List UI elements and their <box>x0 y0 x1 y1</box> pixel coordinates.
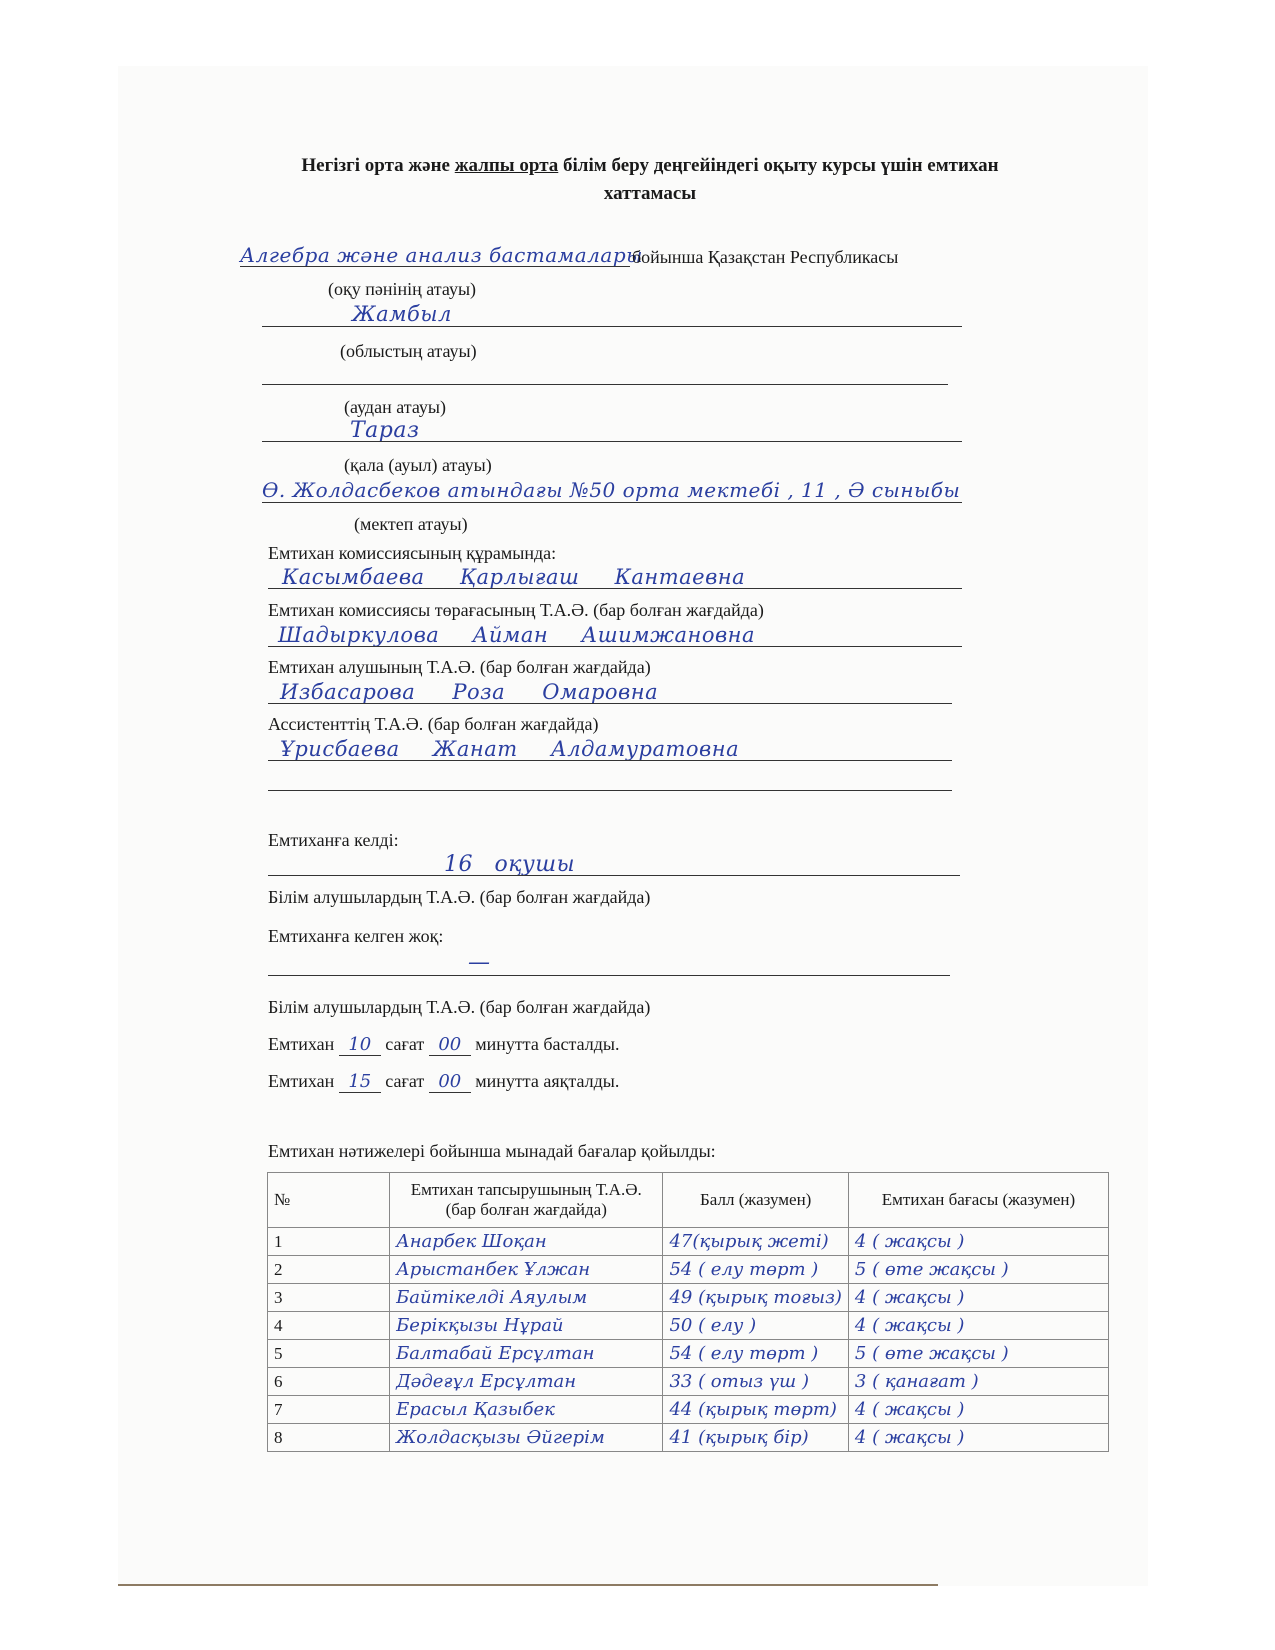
student-name: Байтікелді Аяулым <box>390 1284 663 1312</box>
table-row <box>268 1340 1109 1368</box>
student-grade: 4 ( жақсы ) <box>848 1396 1108 1424</box>
school-caption: (мектеп атауы) <box>354 514 468 534</box>
chair-underline <box>268 646 962 647</box>
table-row <box>268 1228 1109 1256</box>
student-grade: 5 ( өте жақсы ) <box>848 1340 1108 1368</box>
start-suffix: минутта басталды. <box>475 1034 620 1054</box>
student-name: Анарбек Шоқан <box>390 1228 663 1256</box>
student-score: 49 (қырық тоғыз) <box>663 1284 848 1312</box>
results-table <box>267 1172 1109 1452</box>
hour-word: сағат <box>385 1034 425 1054</box>
commission-member-handwritten: Касымбаева Қарлығаш Кантаевна <box>282 565 746 589</box>
commission-label: Емтихан комиссиясының құрамында: <box>268 543 557 563</box>
examiner-handwritten: Избасарова Роза Омаровна <box>280 680 659 704</box>
subject-caption: (оқу пәнінің атауы) <box>328 279 477 299</box>
student-score: 54 ( елу төрт ) <box>663 1340 848 1368</box>
student-name: Арыстанбек Ұлжан <box>390 1256 663 1284</box>
end-suffix: минутта аяқталды. <box>475 1071 620 1091</box>
student-name: Балтабай Ерсұлтан <box>390 1340 663 1368</box>
student-score: 50 ( елу ) <box>663 1312 848 1340</box>
commission-member-underline <box>268 588 962 589</box>
students-caption-2: Білім алушылардың Т.А.Ә. (бар болған жағдайда) <box>268 997 651 1017</box>
start-word: Емтихан <box>268 1034 335 1054</box>
city-handwritten: Тараз <box>350 418 420 443</box>
title-line1-underlined: жалпы орта <box>454 155 559 176</box>
exam-end-line <box>268 1071 619 1093</box>
district-caption: (аудан атауы) <box>344 397 446 417</box>
paper-bottom-edge <box>118 1584 938 1586</box>
row-number: 6 <box>268 1368 390 1396</box>
examiner-label: Емтихан алушының Т.А.Ә. (бар болған жағдайда) <box>268 657 651 677</box>
student-name: Дәдеғұл Ерсұлтан <box>390 1368 663 1396</box>
subject-handwritten: Алгебра және анализ бастамалары <box>240 243 643 267</box>
student-grade: 4 ( жақсы ) <box>848 1312 1108 1340</box>
table-row <box>268 1256 1109 1284</box>
examiner-underline <box>268 703 952 704</box>
student-score: 54 ( елу төрт ) <box>663 1256 848 1284</box>
city-underline <box>262 441 962 442</box>
subject-suffix: бойынша Қазақстан Республикасы <box>632 247 899 267</box>
end-word: Емтихан <box>268 1071 335 1091</box>
region-handwritten: Жамбыл <box>352 302 452 326</box>
school-handwritten: Ө. Жолдасбеков атындағы №50 орта мектебі , 11 , Ә сыныбы <box>262 478 961 502</box>
assistant-underline <box>268 760 952 761</box>
students-caption: Білім алушылардың Т.А.Ә. (бар болған жағдайда) <box>268 887 651 907</box>
col-name-header: Емтихан тапсырушының Т.А.Ә. (бар болған жағдайда) <box>390 1173 663 1228</box>
subject-underline <box>240 266 630 267</box>
results-heading: Емтихан нәтижелері бойынша мынадай бағалар қойылды: <box>268 1141 716 1161</box>
row-number: 1 <box>268 1228 390 1256</box>
student-grade: 5 ( өте жақсы ) <box>848 1256 1108 1284</box>
title-line1-post: білім беру деңгейіндегі оқыту курсы үшін емтихан <box>558 155 999 176</box>
row-number: 8 <box>268 1424 390 1452</box>
end-hour: 15 <box>339 1072 381 1093</box>
col-score-header: Балл (жазумен) <box>663 1173 848 1228</box>
assistant-handwritten: Ұрисбаева Жанат Алдамуратовна <box>280 737 740 761</box>
col-number-header: № <box>268 1173 390 1228</box>
title-line2: хаттамасы <box>603 183 697 204</box>
student-grade: 4 ( жақсы ) <box>848 1284 1108 1312</box>
came-label: Емтиханға келді: <box>268 830 399 850</box>
exam-start-line <box>268 1034 619 1056</box>
absent-handwritten: — <box>468 950 491 975</box>
title-line1-pre: Негізгі орта және <box>301 155 455 176</box>
start-min: 00 <box>429 1035 471 1056</box>
assistant-label: Ассистенттің Т.А.Ә. (бар болған жағдайда) <box>268 714 599 734</box>
document-title <box>230 152 1070 208</box>
student-grade: 4 ( жақсы ) <box>848 1228 1108 1256</box>
student-grade: 4 ( жақсы ) <box>848 1424 1108 1452</box>
row-number: 5 <box>268 1340 390 1368</box>
table-row <box>268 1396 1109 1424</box>
blank-underline <box>268 790 952 791</box>
end-min: 00 <box>429 1072 471 1093</box>
row-number: 3 <box>268 1284 390 1312</box>
chair-handwritten: Шадыркулова Айман Ашимжановна <box>278 623 756 647</box>
hour-word-2: сағат <box>385 1071 425 1091</box>
student-score: 41 (қырық бір) <box>663 1424 848 1452</box>
table-row <box>268 1424 1109 1452</box>
col-grade-header: Емтихан бағасы (жазумен) <box>848 1173 1108 1228</box>
student-name: Берікқызы Нұрай <box>390 1312 663 1340</box>
student-name: Жолдасқызы Әйгерім <box>390 1424 663 1452</box>
came-handwritten: 16 оқушы <box>444 852 576 877</box>
came-underline <box>268 875 960 876</box>
district-underline <box>262 384 948 385</box>
row-number: 4 <box>268 1312 390 1340</box>
region-underline <box>262 326 962 327</box>
table-row <box>268 1368 1109 1396</box>
student-score: 47(қырық жеті) <box>663 1228 848 1256</box>
region-caption: (облыстың атауы) <box>340 341 477 361</box>
school-underline <box>262 502 962 503</box>
table-row <box>268 1312 1109 1340</box>
student-score: 44 (қырық төрт) <box>663 1396 848 1424</box>
results-header-row <box>268 1173 1109 1228</box>
absent-label: Емтиханға келген жоқ: <box>268 926 444 946</box>
chair-label: Емтихан комиссиясы төрағасының Т.А.Ә. (бар болған жағдайда) <box>268 600 764 620</box>
city-caption: (қала (ауыл) атауы) <box>344 455 492 475</box>
student-score: 33 ( отыз үш ) <box>663 1368 848 1396</box>
row-number: 2 <box>268 1256 390 1284</box>
start-hour: 10 <box>339 1035 381 1056</box>
table-row <box>268 1284 1109 1312</box>
absent-underline <box>268 975 950 976</box>
student-name: Ерасыл Қазыбек <box>390 1396 663 1424</box>
row-number: 7 <box>268 1396 390 1424</box>
student-grade: 3 ( қанағат ) <box>848 1368 1108 1396</box>
